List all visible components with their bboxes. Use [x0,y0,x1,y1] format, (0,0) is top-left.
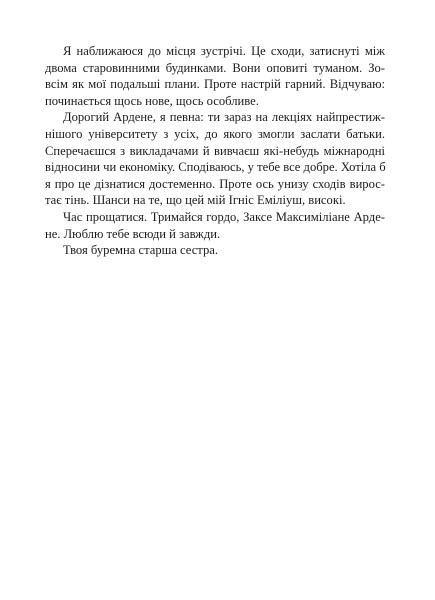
text-line: тає тінь. Шанси на те, що цей мій Ігніс Еміліуш, високі. [45,193,346,208]
text-line: Я наближаюся до місця зустрічі. Це сходи, затиснуті між [63,44,385,58]
text-line: Час прощатися. Тримайся гордо, Заксе Максиміліане Арде- [63,209,385,224]
text-line: всім як мої подальші плани. Проте настрій гарний. Відчуваю: [45,77,385,92]
text-line: Дорогий Ардене, я певна: ти зараз на лекціях найпрестиж- [63,110,385,125]
text-line: я про це дізнатися достеменно. Проте ось унизу сходів вирос- [45,176,385,191]
text-line: двома старовинними будинками. Вони оповиті туманом. Зо- [45,60,385,75]
letter-text [45,43,385,259]
text-line: починається щось нове, щось особливе. [45,93,259,108]
text-line: нішого університету з усіх, до якого змогли заслати батьки. [45,126,385,141]
text-line: Твоя буремна старша сестра. [63,243,218,258]
text-line: відносини чи економіку. Сподіваюсь, у тебе все добре. Хотіла б [45,160,386,175]
text-line: не. Люблю тебе всюди й завжди. [45,226,221,241]
text-line: Сперечаєшся з викладачами й вивчаєш які-небудь міжнародні [45,143,385,158]
